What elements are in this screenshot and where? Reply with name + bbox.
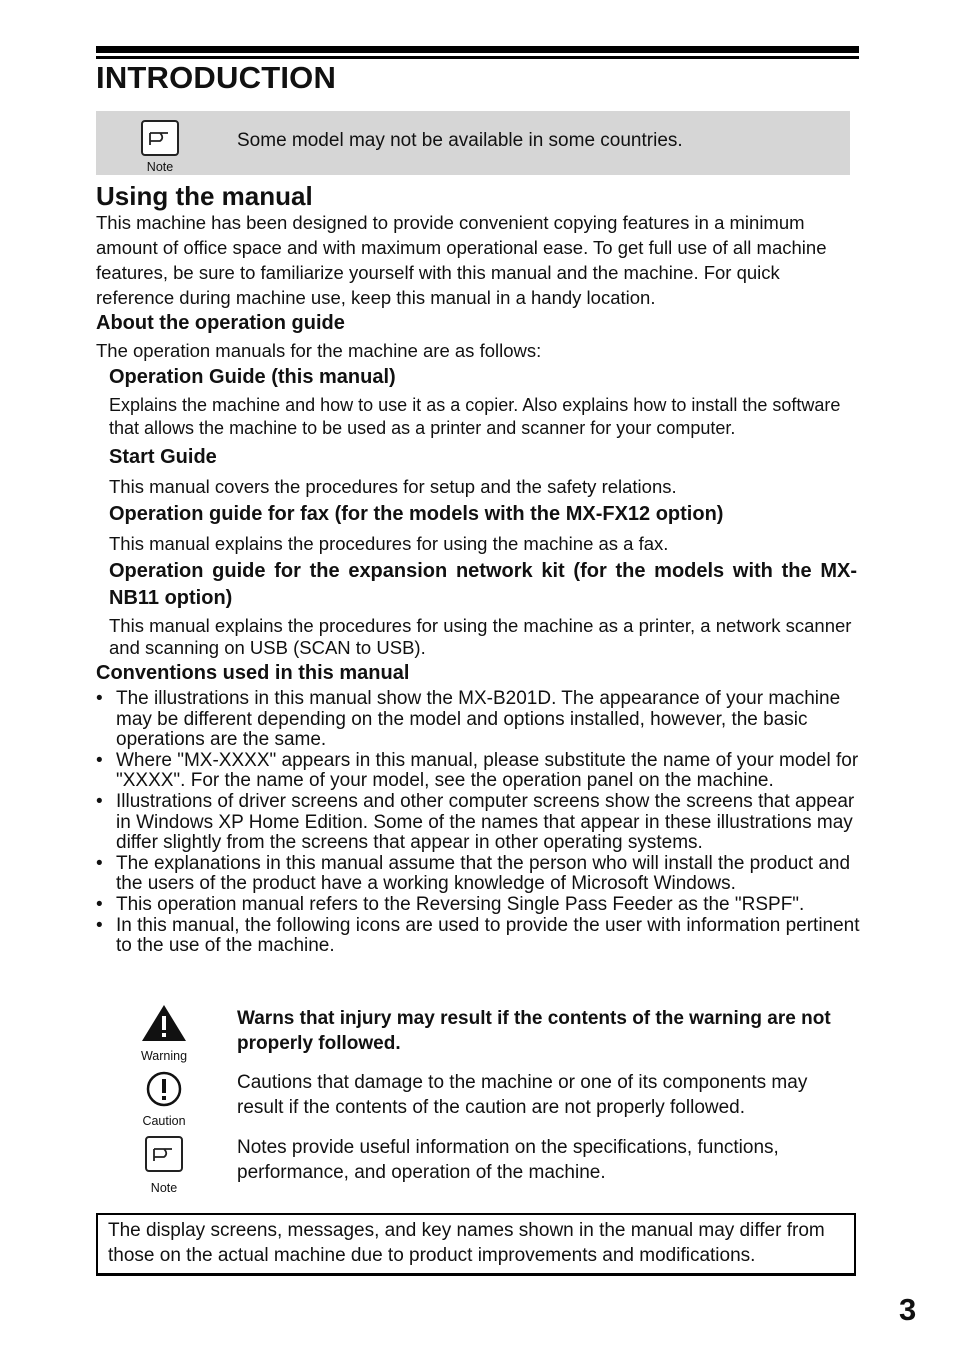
guide-title: Operation guide for the expansion network kit (for the models with the MX-NB11 option) [109, 560, 857, 609]
header-rule-thick [96, 46, 859, 53]
about-heading: About the operation guide [96, 312, 345, 334]
guide-title: Operation guide for fax (for the models with the MX-FX12 option) [109, 503, 724, 525]
disclaimer-text: The display screens, messages, and key names shown in the manual may differ from those on the actual machine due to product improvements and modifications. [108, 1220, 825, 1266]
guide-title: Start Guide [109, 446, 217, 468]
guide-desc: This manual explains the procedures for using the machine as a fax. [109, 533, 669, 554]
warning-icon-block [134, 1003, 194, 1063]
header-rule-thin [96, 56, 859, 59]
availability-note-text: Some model may not be available in some countries. [237, 130, 683, 151]
note-icon-label: Note [150, 1181, 178, 1195]
intro-paragraph: This machine has been designed to provide convenient copying features in a minimum amount of office space and with maximum operational ease. To get full use of all machine features, be sure to familiarize yourself with this manual and the machine. For quick reference during machine use, keep this manual in a handy location. [96, 212, 827, 308]
list-item: • The illustrations in this manual show the MX-B201D. The appearance of your machine may be different depending on the model and options installed, however, the basic operations are the same. [96, 689, 860, 751]
page-number: 3 [899, 1292, 917, 1327]
list-item: • Where "MX-XXXX" appears in this manual, please substitute the name of your model for "XXXX". For the name of your model, see the operation panel on the machine. [96, 751, 860, 792]
note-hand-icon [142, 1135, 186, 1175]
note-hand-icon [138, 119, 182, 159]
availability-note-box [96, 111, 850, 175]
note-icon-label: Note [146, 160, 174, 174]
conventions-list [96, 689, 860, 957]
about-lead: The operation manuals for the machine are as follows: [96, 340, 542, 361]
guide-desc: Explains the machine and how to use it as a copier. Also explains how to install the software that allows the machine to be used as a printer and scanner for your computer. [109, 395, 841, 438]
note-icon-block [138, 119, 182, 173]
disclaimer-box [96, 1213, 856, 1276]
page-title: INTRODUCTION [96, 60, 337, 95]
note-icon-block [134, 1135, 194, 1195]
warning-text: Warns that injury may result if the contents of the warning are not properly followed. [237, 1008, 831, 1054]
caution-text: Cautions that damage to the machine or one of its components may result if the contents of the caution are not properly followed. [237, 1072, 808, 1118]
caution-icon-label: Caution [142, 1114, 186, 1128]
guide-desc: This manual explains the procedures for using the machine as a printer, a network scanner and scanning on USB (SCAN to USB). [109, 615, 852, 658]
list-item: • This operation manual refers to the Reversing Single Pass Feeder as the "RSPF". [96, 895, 860, 916]
caution-exclamation-icon [142, 1070, 186, 1108]
caution-icon-block [134, 1070, 194, 1128]
warning-icon-label: Warning [140, 1049, 188, 1063]
guide-desc: This manual covers the procedures for setup and the safety relations. [109, 476, 677, 497]
list-item: • In this manual, the following icons are used to provide the user with information pertinent to the use of the machine. [96, 916, 860, 957]
guide-title: Operation Guide (this manual) [109, 366, 396, 388]
list-item: • Illustrations of driver screens and other computer screens show the screens that appear in Windows XP Home Edition. Some of the names that appear in these illustrations may differ slightly from the screens that appear in other operating systems. [96, 792, 860, 854]
section-title: Using the manual [96, 181, 313, 211]
list-item: • The explanations in this manual assume that the person who will install the product and the users of the product have a working knowledge of Microsoft Windows. [96, 854, 860, 895]
note-text: Notes provide useful information on the specifications, functions, performance, and operation of the machine. [237, 1137, 779, 1183]
conventions-heading: Conventions used in this manual [96, 662, 410, 684]
warning-triangle-icon [139, 1003, 189, 1043]
